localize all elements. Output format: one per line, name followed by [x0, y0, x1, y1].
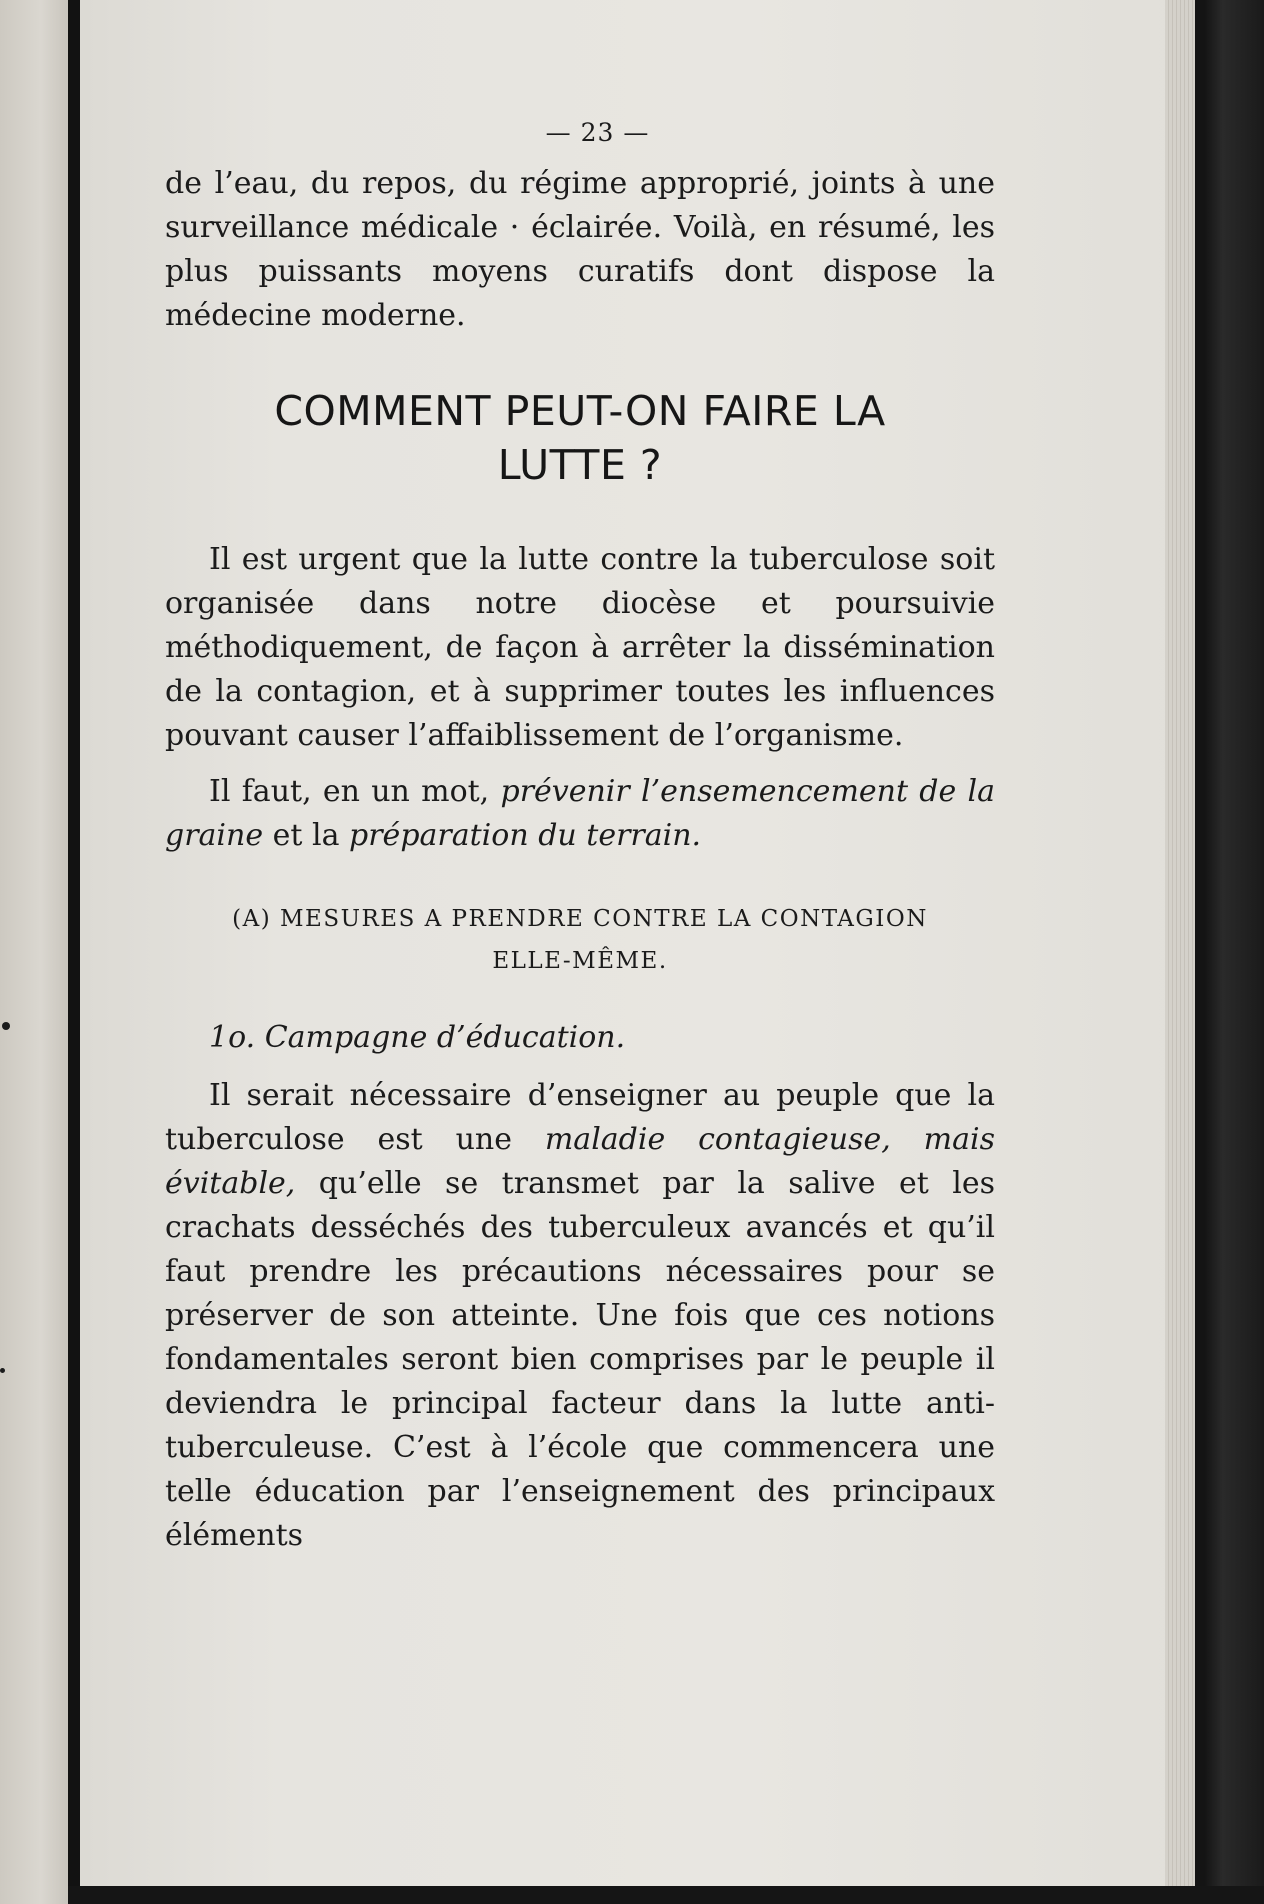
subsection-heading: 1o. Campagne d’éducation. — [209, 1020, 626, 1055]
paragraph-urgent-struggle: Il est urgent que la lutte contre la tuberculose soit organisée dans notre diocèse et poursuivie méthodiquement, de façon à arrêter la dissémination de la contagion, et à supprimer toutes les influences pouvant causer l’affaiblissement de l’organisme. — [165, 542, 995, 753]
section-heading-line-2: ELLE-MÊME. — [492, 948, 668, 974]
facing-page-edge — [0, 0, 68, 1904]
section-heading — [165, 898, 995, 982]
intro-paragraph: de l’eau, du repos, du régime approprié, joints à une surveillance médicale · éclairée. Voilà, en résumé, les plus puissants moyens curatifs dont dispose la médecine moderne. — [165, 166, 995, 333]
scan-border-bottom — [68, 1886, 1264, 1904]
paragraph-prevention — [165, 770, 995, 858]
book-gutter — [68, 0, 80, 1904]
chapter-heading: COMMENT PEUT-ON FAIRE LA LUTTE ? — [274, 387, 886, 489]
page-speck — [2, 1022, 10, 1030]
text-run: qu’elle se transmet par la salive et les crachats desséchés des tuberculeux avancés et qu’il faut prendre les précautions nécessaires pour se préserver de son atteinte. Une fois que ces notions fondamentales seront bien comprises par le peuple il deviendra le principal facteur dans la lutte anti-tuberculeuse. C’est à l’école que commencera une telle éducation par l’enseignement des principaux éléments — [165, 1166, 995, 1553]
text-run: Il faut, en un mot, — [209, 774, 501, 809]
page-text-block — [165, 118, 995, 1558]
page-speck — [0, 1368, 5, 1373]
italic-text-run: prévenir l’ensemencement de la graine — [165, 774, 995, 853]
scan-border-right — [1195, 0, 1264, 1904]
page-number: — 23 — — [545, 118, 650, 147]
italic-text-run: préparation du terrain. — [349, 818, 702, 853]
page-stack-edge — [1165, 0, 1195, 1888]
italic-text-run: maladie contagieuse, mais évitable, — [165, 1122, 995, 1201]
section-heading-line-1: (A) MESURES A PRENDRE CONTRE LA CONTAGION — [232, 906, 928, 932]
paragraph-education — [165, 1074, 995, 1558]
text-run: et la — [263, 818, 350, 853]
text-run: Il serait nécessaire d’enseigner au peuple que la tuberculose est une — [165, 1078, 995, 1157]
